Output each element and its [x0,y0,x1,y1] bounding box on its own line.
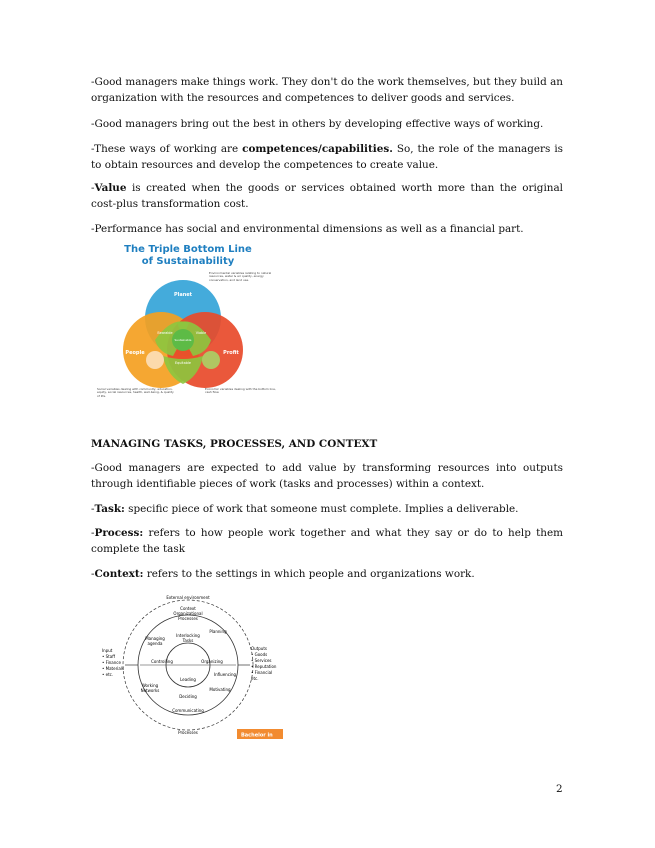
paragraph-2 [91,117,563,133]
profit-note: Economic variables dealing with the bottom line, cash flow. [205,388,276,395]
paragraph-4 [91,181,563,212]
planning-label: Planning [209,629,227,634]
paragraph-text: refers to the settings in which people and organizations work. [143,568,475,580]
paragraph-text: refers to how people work together and what they say or do to help them complete the task [91,527,563,555]
output-item: • Reputation [251,664,277,669]
working-label: Working [141,683,159,688]
organizational-label: Organizational [173,611,203,616]
context-diagram [100,590,285,740]
bullet-dash: - [91,462,95,474]
bold-term: Process: [94,527,144,539]
bullet-dash: - [91,527,95,539]
managing-label: Managing [145,636,165,641]
motivating-label: Motivating [209,687,231,692]
paragraph-3 [91,142,563,173]
tasks-label: Tasks [182,638,194,643]
output-heading: Outputs [251,646,267,651]
output-item: • Services [251,658,272,663]
input-item: • etc. [102,672,114,677]
input-item: • Finance [102,660,121,665]
input-heading: Input [102,648,113,653]
bold-term: Value [94,182,127,194]
paragraph-text: So, the role of the managers is to obtain resources and develop the competences to create value. [91,143,563,171]
triple-bottom-line-figure [93,238,283,406]
bullet-dash: - [91,568,95,580]
controlling-label: Controlling [151,659,173,664]
output-item: • Goods [251,652,268,657]
bachelor-badge-text: Bachelor in [241,732,273,739]
bold-term: Context: [94,568,144,580]
networks-label: Networks [140,688,160,693]
bullet-dash: - [91,223,95,235]
paragraph-1 [91,75,563,106]
external-environment-label: External environment [166,595,210,600]
interlocking-label: Interlocking [176,633,200,638]
output-item: etc. [251,676,259,681]
leading-label: Leading [180,677,196,682]
input-item: • Materials [102,666,124,671]
bullet-dash: - [91,503,95,515]
context-label: Context [180,606,196,611]
communicating-label: Communicating [172,708,204,713]
profit-label: Profit [223,350,239,356]
bullet-dash: - [91,76,95,88]
bold-term: Task: [94,503,125,515]
planet-label: Planet [173,292,193,298]
influencing-label: Influencing [213,672,237,677]
output-item: • Financial [251,670,273,675]
processes-top-label: Processes [178,616,198,621]
paragraph-7 [91,502,563,518]
bullet-dash: - [91,143,95,155]
figure-title-line2: of Sustainability [141,256,235,267]
planet-note: Environmental variables relating to natural resources, water & air quality, energy conservation, and land use. [209,272,272,282]
paragraph-text: Good managers are expected to add value by transforming resources into outputs through identifiable pieces of work (tasks and processes) within a context. [91,462,563,490]
bold-term: competences/capabilities. [242,143,393,155]
processes-bottom-label: Processes [178,730,198,735]
paragraph-text: specific piece of work that someone must complete. Implies a deliverable. [124,503,519,515]
paragraph-6 [91,461,563,492]
vegetables-photo-icon [202,351,220,369]
organizing-label: Organizing [201,659,223,664]
input-item: • Staff [102,654,115,659]
paragraph-5 [91,222,563,238]
page-number: 2 [556,783,563,795]
paragraph-text: Good managers bring out the best in others by developing effective ways of working. [94,118,544,130]
paragraph-text: These ways of working are [94,143,243,155]
bullet-dash: - [91,182,95,194]
figure-title-line1: The Triple Bottom Line [124,244,252,255]
deciding-label: Deciding [179,694,197,699]
paragraph-9 [91,567,563,583]
paragraph-text: Good managers make things work. They don't do the work themselves, but they build an organization with the resources and competences to deliver goods and services. [91,76,563,104]
paragraph-text: is created when the goods or services obtained worth more than the original cost-plus transformation cost. [91,182,563,210]
people-photo-icon [146,351,164,369]
people-note: Social variables dealing with community, education, equity, social resources, health, well-being, & quality of life. [97,388,174,398]
paragraph-text: Performance has social and environmental dimensions as well as a financial part. [94,223,524,235]
paragraph-8 [91,526,563,557]
sustainable-label: Sustainable [174,338,192,342]
viable-label: Viable [195,331,207,335]
people-label: People [125,350,145,356]
bullet-dash: - [91,118,95,130]
section-heading: MANAGING TASKS, PROCESSES, AND CONTEXT [91,438,378,450]
bearable-label: Bearable [157,331,173,335]
equitable-label: Equitable [175,361,191,365]
agenda-label: agenda [147,641,163,646]
